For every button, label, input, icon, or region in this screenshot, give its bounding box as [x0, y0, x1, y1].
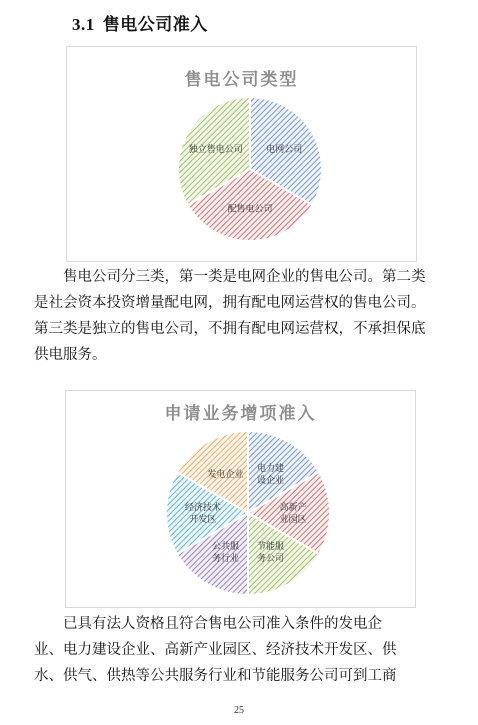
page-number: 25: [234, 705, 244, 716]
pie-chart-1: [67, 47, 416, 261]
slice-label: 电网公司: [266, 145, 303, 156]
text-line: 供电服务。: [34, 347, 107, 363]
text-line: 业、电力建设企业、高新产业园区、经济技术开发区、供: [34, 642, 397, 658]
slice-label: 经济技术开发区: [184, 503, 221, 525]
text-line: 已具有法人资格且符合售电公司准入条件的发电企: [63, 616, 382, 632]
section-title: 售电公司准入: [102, 15, 208, 35]
slice-label: 高新产业园区: [279, 503, 307, 525]
chart-title: 售电公司类型: [184, 70, 299, 90]
slice-label: 节能服务公司: [257, 542, 285, 565]
text-line: 是社会资本投资增量配电网，拥有配电网运营权的售电公司。: [34, 295, 426, 311]
pie-chart-2: [66, 391, 415, 607]
slice-label: 发电企业: [207, 469, 244, 480]
slice-label: 配售电公司: [227, 204, 273, 215]
sales-company-types-chart: [66, 46, 417, 262]
slice-label: 电力建设企业: [257, 463, 285, 486]
slice-label: 独立售电公司: [188, 145, 243, 156]
business-addition-chart: [65, 390, 416, 608]
section-heading: [72, 10, 208, 35]
text-line: 售电公司分三类，第一类是电网企业的售电公司。第二类: [63, 269, 426, 285]
text-line: 水、供气、供热等公共服务行业和节能服务公司可到工商: [34, 668, 397, 684]
chart-title: 申请业务增项准入: [164, 404, 317, 424]
slice-label: 公共服务行业: [211, 542, 239, 565]
paragraph-qualified-entities: [34, 611, 444, 689]
paragraph-sales-types: [34, 264, 444, 368]
text-line: 第三类是独立的售电公司，不拥有配电网运营权，不承担保底: [34, 321, 426, 337]
section-number: 3.1: [72, 15, 95, 34]
